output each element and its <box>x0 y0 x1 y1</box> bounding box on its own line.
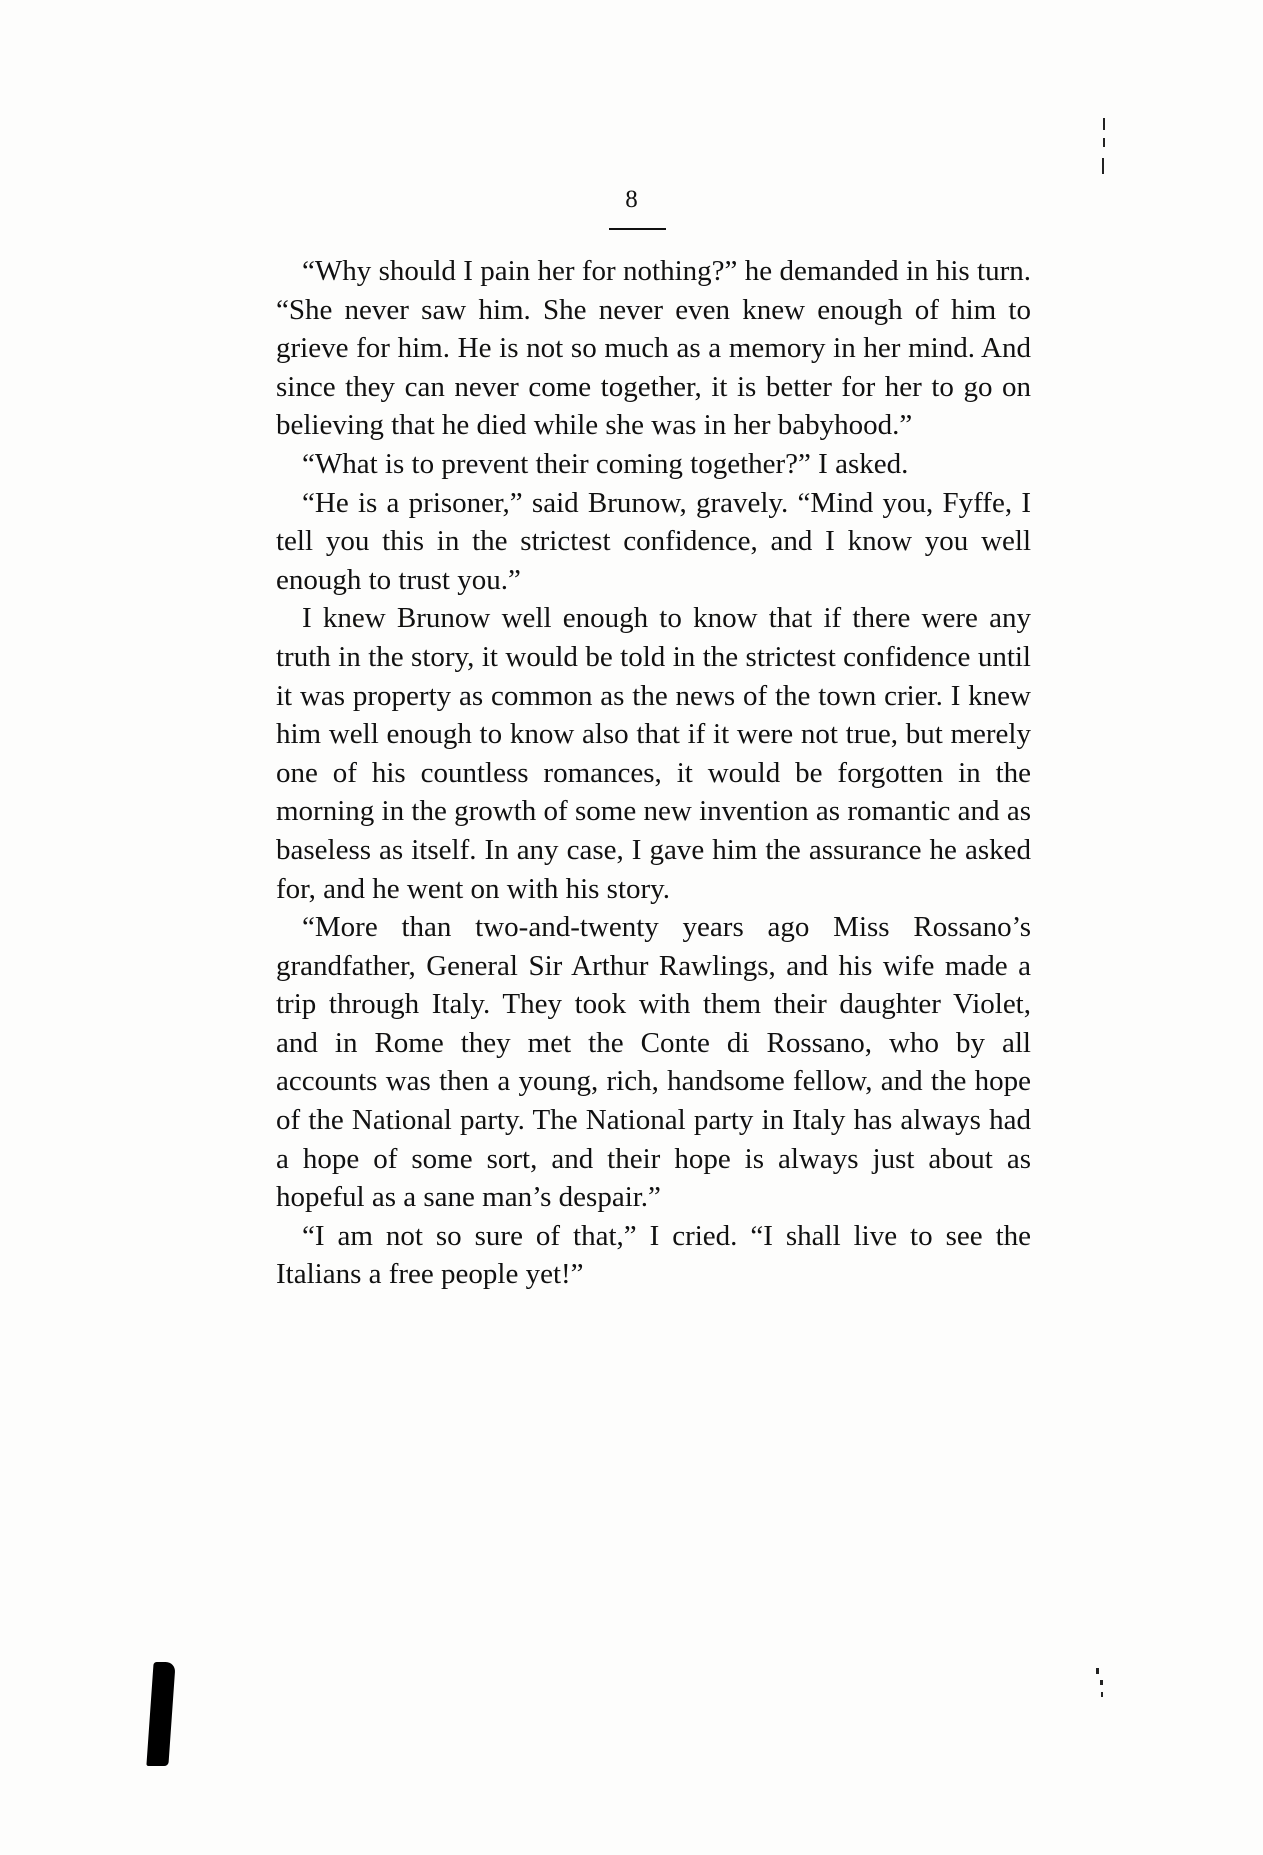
paragraph: “What is to prevent their coming together?” I asked. <box>302 447 909 480</box>
scan-speck <box>1102 158 1104 174</box>
paragraph: “Why should I pain her for nothing?” he demanded in his turn. “She never saw him. She never even knew enough of him to grieve for him. He is not so much as a memory in her mind. And since they can never come together, it is better for her to go on believing that he died while she was in her babyhood.” <box>276 255 1031 442</box>
paragraph: “More than two-and-twenty years ago Miss Rossano’s grandfather, General Sir Arthur Rawlings, and his wife made a trip through Italy. They took with them their daughter Violet, and in Rome they met the Conte di Rossano, who by all accounts was then a young, rich, handsome fellow, and the hope of the National party. The National party in Italy has always had a hope of some sort, and their hope is always just about as hopeful as a sane man’s despair.” <box>276 911 1031 1214</box>
page-number-rule <box>609 228 666 230</box>
paragraph: “I am not so sure of that,” I cried. “I shall live to see the Italians a free people yet!” <box>276 1219 1031 1291</box>
scan-speck <box>1103 118 1105 130</box>
scan-speck <box>1096 1668 1099 1674</box>
scan-speck <box>1103 138 1105 147</box>
paragraph: I knew Brunow well enough to know that if there were any truth in the story, it would be told in the strictest confidence until it was property as common as the news of the town crier. I knew him well enough to know also that if it were not true, but merely one of his countless romances, it would be forgotten in the morning in the growth of some new invention as romantic and as baseless as itself. In any case, I gave him the assurance he asked for, and he went on with his story. <box>276 602 1031 905</box>
page-number: 8 <box>625 186 638 213</box>
scan-speck <box>1101 1692 1103 1697</box>
scan-speck <box>1100 1680 1103 1685</box>
body-text <box>276 252 1031 1294</box>
paragraph: “He is a prisoner,” said Brunow, gravely. “Mind you, Fyffe, I tell you this in the strictest confidence, and I know you well enough to trust you.” <box>276 486 1031 596</box>
scan-edge-mark <box>146 1662 175 1766</box>
